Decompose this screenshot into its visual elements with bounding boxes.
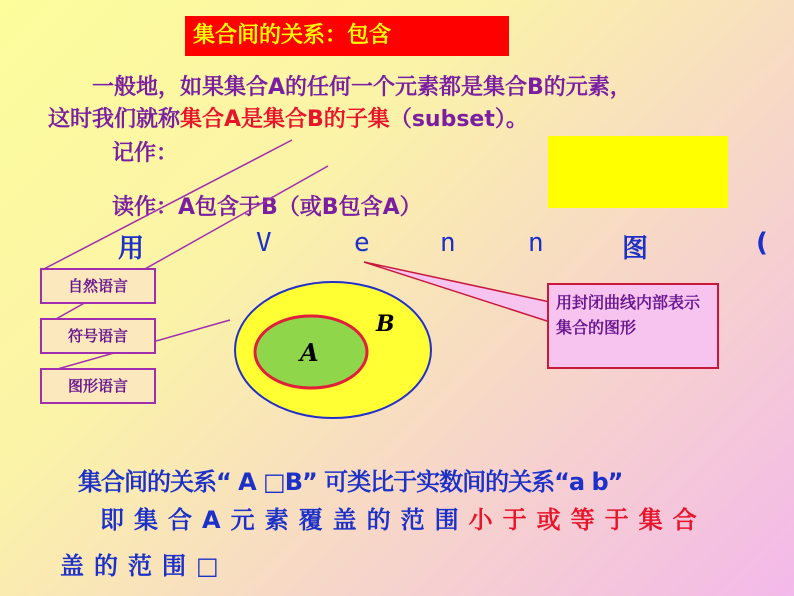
venn-char: e (354, 228, 370, 258)
definition-line-1: 一般地，如果集合A的任何一个元素都是集合B的元素， (92, 75, 632, 100)
graphical-language-box: 图形语言 (40, 368, 156, 404)
venn-char: n (528, 228, 544, 258)
venn-char: ( (756, 228, 768, 258)
definition-line-2-start: 这时我们就称 (48, 107, 181, 132)
venn-char: 图 (622, 234, 649, 264)
venn-char: n (440, 228, 456, 258)
set-b-label: B (376, 311, 395, 337)
venn-char: 用 (118, 234, 145, 264)
reading-line: 读作：A包含于B（或B包含A） (112, 195, 422, 220)
coverage-line-emphasis: 小于或等于集合 (468, 506, 707, 534)
symbolic-language-box: 符号语言 (40, 318, 156, 354)
venn-char: V (256, 228, 272, 258)
coverage-line-start: 即集合A元素覆盖的范围 (100, 506, 469, 534)
callout-text: 用封闭曲线内部表示集合的图形 (556, 293, 701, 337)
natural-language-box: 自然语言 (40, 268, 156, 304)
coverage-line (100, 500, 707, 535)
analogy-line: 集合间的关系“ A □B” 可类比于实数间的关系“a b” (78, 468, 623, 496)
definition-line-2-end: （subset）。 (389, 107, 528, 132)
slide-title: 集合间的关系：包含 (185, 16, 509, 56)
set-a-label: A (300, 338, 319, 367)
subset-term: 集合A是集合B的子集 (180, 107, 390, 132)
notation-label: 记作： (112, 141, 179, 166)
coverage-line-end: 盖的范围□ (60, 552, 229, 580)
leader-line (40, 140, 292, 271)
